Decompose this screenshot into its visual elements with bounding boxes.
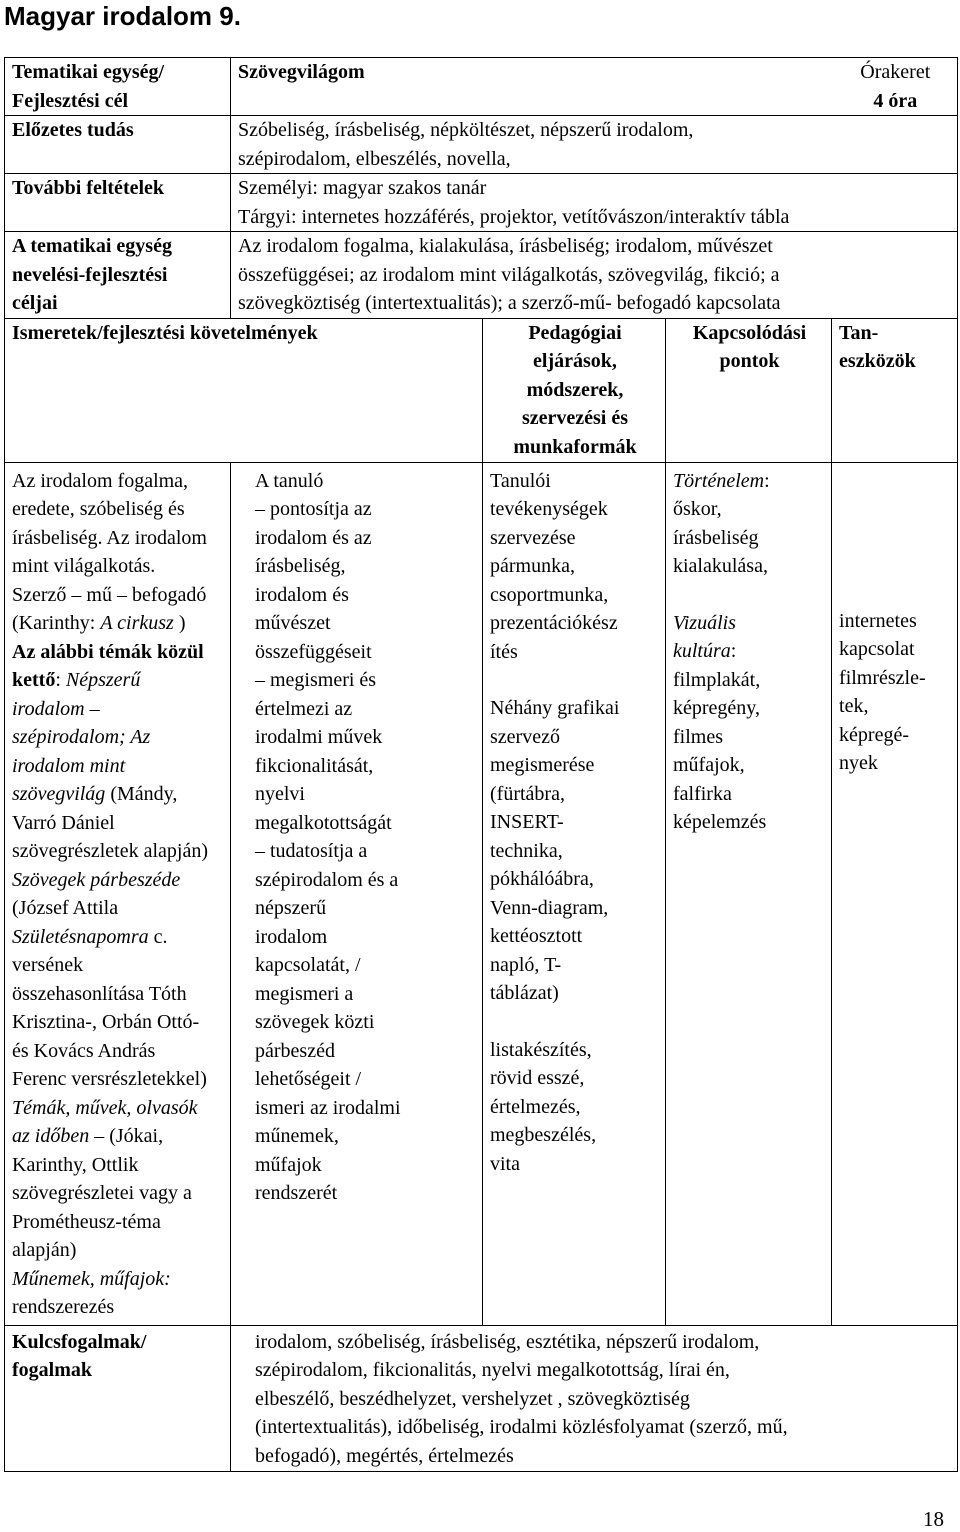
topics-text: ) xyxy=(173,612,186,634)
spacer xyxy=(673,581,826,609)
keywords-line: szépirodalom, fikcionalitás, nyelvi megalkotottság, lírai én, xyxy=(255,1359,730,1381)
requirements-line: A tanuló xyxy=(255,469,324,492)
topics-line: irodalom mint xyxy=(12,754,126,777)
conditions-text xyxy=(231,174,958,232)
methods-header-line: módszerek, xyxy=(526,378,624,401)
keywords-text xyxy=(231,1325,958,1471)
topics-line xyxy=(12,780,225,809)
requirements-line: irodalmi művek xyxy=(255,726,383,748)
conditions-line: Személyi: magyar szakos tanár xyxy=(238,177,487,199)
requirements-line: megismeri a xyxy=(255,982,354,1005)
topics-line: Ferenc versrészletekkel) xyxy=(12,1068,207,1090)
topics-text: – (Jókai, xyxy=(89,1125,164,1147)
topics-line: írásbeliség. Az irodalom xyxy=(12,526,207,549)
methods-line: INSERT- xyxy=(490,811,564,833)
spacer xyxy=(490,666,660,694)
requirements-cell xyxy=(231,462,483,1325)
unit-label-line: Tematikai egység/ xyxy=(12,61,165,83)
topic-title: szövegvilág xyxy=(12,783,106,805)
requirements-line: párbeszéd xyxy=(255,1039,335,1062)
conditions-row xyxy=(5,174,958,232)
methods-line: listakészítés, xyxy=(490,1038,592,1061)
topics-line xyxy=(12,923,225,952)
content-row xyxy=(5,462,958,1325)
requirements-line: – tudatosítja a xyxy=(255,840,368,862)
methods-line: csoportmunka, xyxy=(490,583,609,606)
time-label: Órakeret xyxy=(860,61,931,83)
topics-line: eredete, szóbeliség és xyxy=(12,498,185,520)
methods-header-line: eljárások, xyxy=(533,350,617,372)
topics-line: Szövegek párbeszéde xyxy=(12,868,181,891)
goals-line: összefüggései; az irodalom mint világalkotás, szövegvilág, fikció; a xyxy=(238,263,780,286)
topics-text: c. xyxy=(148,925,168,948)
requirements-line: szövegek közti xyxy=(255,1011,375,1033)
topics-line: (József Attila xyxy=(12,897,119,919)
prior-knowledge-text xyxy=(231,116,958,174)
tools-line: nyek xyxy=(839,752,878,774)
methods-line: Néhány grafikai xyxy=(490,697,620,719)
topics-line: Varró Dániel xyxy=(12,811,115,834)
methods-line: napló, T- xyxy=(490,953,562,976)
connections-text: : xyxy=(764,469,770,492)
topics-text: (Karinthy: xyxy=(12,612,101,634)
topics-line: Műnemek, műfajok: xyxy=(12,1267,171,1290)
requirements-line: fikcionalitását, xyxy=(255,754,374,777)
requirements-line: lehetőségeit / xyxy=(255,1068,362,1090)
work-title: Születésnapomra xyxy=(12,925,149,948)
tools-header-line: eszközök xyxy=(839,350,916,372)
spacer xyxy=(839,579,952,607)
requirements-line: megalkotottságát xyxy=(255,811,392,834)
topics-line: Prométheusz-téma xyxy=(12,1210,161,1233)
methods-line: prezentációkész xyxy=(490,612,618,634)
goals-text xyxy=(231,232,958,319)
methods-header-line: munkaformák xyxy=(513,435,637,458)
connections-line: műfajok, xyxy=(673,754,745,776)
connections-line: filmplakát, xyxy=(673,668,761,691)
methods-line: szervezése xyxy=(490,526,576,549)
requirements-line: – pontosítja az xyxy=(255,498,372,520)
prior-knowledge-row xyxy=(5,116,958,174)
keywords-label-line: Kulcsfogalmak/ xyxy=(12,1330,147,1353)
tools-line: tek, xyxy=(839,695,869,717)
topic-title: Népszerű xyxy=(65,669,141,691)
topic-title: Szövegvilágom xyxy=(238,61,365,83)
tools-cell xyxy=(832,462,958,1325)
topics-line: rendszerezés xyxy=(12,1296,115,1318)
goals-label-line: nevelési-fejlesztési xyxy=(12,263,168,286)
connections-header-line: pontok xyxy=(719,350,780,372)
tools-line: képregé- xyxy=(839,723,909,746)
connections-cell xyxy=(666,462,832,1325)
requirements-line: írásbeliség, xyxy=(255,555,346,577)
topics-line: versének xyxy=(12,954,84,976)
tools-header-line: Tan- xyxy=(839,321,879,344)
keywords-label xyxy=(5,1325,231,1471)
tools-line: filmrészle- xyxy=(839,666,926,689)
topics-line: szépirodalom; Az xyxy=(12,726,151,748)
methods-line: szervező xyxy=(490,725,560,748)
methods-header-line: szervezési és xyxy=(521,407,629,429)
keywords-line: befogadó), megértés, értelmezés xyxy=(255,1444,514,1467)
connections-line xyxy=(673,637,826,666)
methods-line: Venn-diagram, xyxy=(490,896,609,919)
goals-label xyxy=(5,232,231,319)
spacer xyxy=(839,467,952,495)
methods-line: vita xyxy=(490,1152,520,1175)
methods-line: értelmezés, xyxy=(490,1095,581,1118)
methods-line: táblázat) xyxy=(490,982,559,1004)
keywords-line: elbeszélő, beszédhelyzet, vershelyzet , szövegköztiség xyxy=(255,1387,690,1410)
conditions-line: Tárgyi: internetes hozzáférés, projektor, vetítővászon/interaktív tábla xyxy=(238,205,790,228)
methods-header xyxy=(483,318,666,462)
subject-name: kultúra xyxy=(673,640,731,662)
spacer xyxy=(839,523,952,551)
connections-line xyxy=(673,467,826,496)
requirements-line: ismeri az irodalmi xyxy=(255,1096,401,1119)
requirements-line: irodalom és xyxy=(255,583,349,606)
topics-line: Szerző – mű – befogadó xyxy=(12,583,207,606)
topics-line: mint világalkotás. xyxy=(12,555,156,577)
topics-line: Témák, művek, olvasók xyxy=(12,1096,198,1119)
topics-line xyxy=(12,666,225,695)
header-row xyxy=(5,58,958,116)
spacer xyxy=(839,551,952,579)
requirements-line: értelmezi az xyxy=(255,697,353,720)
topics-cell xyxy=(5,462,231,1325)
topics-line: Karinthy, Ottlik xyxy=(12,1153,139,1176)
column-header-row xyxy=(5,318,958,462)
methods-line: ítés xyxy=(490,640,518,663)
goals-label-line: A tematikai egység xyxy=(12,235,172,257)
tools-header xyxy=(832,318,958,462)
keywords-label-line: fogalmak xyxy=(12,1359,92,1381)
methods-line: kettéosztott xyxy=(490,925,583,947)
requirements-line: szépirodalom és a xyxy=(255,868,399,891)
goals-row xyxy=(5,232,958,319)
requirements-line: népszerű xyxy=(255,897,327,919)
requirements-line: műfajok xyxy=(255,1153,322,1176)
topics-line: összehasonlítása Tóth xyxy=(12,982,187,1005)
methods-line: rövid esszé, xyxy=(490,1067,585,1089)
connections-line: kialakulása, xyxy=(673,555,768,577)
topics-line: Az irodalom fogalma, xyxy=(12,469,189,492)
topics-text: (Mándy, xyxy=(105,783,178,805)
requirements-line: – megismeri és xyxy=(255,669,377,691)
methods-line: megismerése xyxy=(490,754,595,776)
methods-line: (fürtábra, xyxy=(490,782,565,805)
requirements-line: irodalom xyxy=(255,925,328,948)
requirements-line: művészet xyxy=(255,612,331,634)
connections-header-line: Kapcsolódási xyxy=(692,321,807,344)
connections-line: őskor, xyxy=(673,498,722,520)
prior-knowledge-line: szépirodalom, elbeszélés, novella, xyxy=(238,147,511,170)
document-title: Magyar irodalom 9. xyxy=(4,1,241,31)
unit-label-line: Fejlesztési cél xyxy=(12,89,129,112)
connections-text: : xyxy=(730,640,737,662)
requirements-line: rendszerét xyxy=(255,1182,338,1204)
methods-header-line: Pedagógiai xyxy=(528,321,622,344)
methods-line: technika, xyxy=(490,839,563,862)
keywords-line: irodalom, szóbeliség, írásbeliség, esztétika, népszerű irodalom, xyxy=(255,1330,760,1353)
methods-line: tevékenységek xyxy=(490,498,608,520)
curriculum-table xyxy=(4,57,958,1472)
topics-line: Krisztina-, Orbán Ottó- xyxy=(12,1011,200,1033)
connections-line: Vizuális xyxy=(673,611,736,634)
topic-title: az időben xyxy=(12,1125,90,1147)
goals-line: Az irodalom fogalma, kialakulása, írásbeliség; irodalom, művészet xyxy=(238,235,773,257)
connections-line: képelemzés xyxy=(673,811,767,833)
page-number: 18 xyxy=(923,1507,944,1531)
connections-line: írásbeliség xyxy=(673,526,759,549)
time-cell xyxy=(832,58,958,116)
connections-line: képregény, xyxy=(673,697,760,719)
keywords-line: (intertextualitás), időbeliség, irodalmi közlésfolyamat (szerző, mű, xyxy=(255,1416,788,1438)
goals-line: szövegköztiség (intertextualitás); a szerző-mű- befogadó kapcsolata xyxy=(238,292,781,314)
topics-line: irodalom – xyxy=(12,697,100,720)
methods-cell xyxy=(483,462,666,1325)
requirements-line: műnemek, xyxy=(255,1125,339,1147)
topics-line: és Kovács András xyxy=(12,1039,156,1062)
topics-text: kettő xyxy=(12,669,56,691)
topics-line: szövegrészletei vagy a xyxy=(12,1182,192,1204)
time-value: 4 óra xyxy=(873,89,918,112)
topics-line: Az alábbi témák közül xyxy=(12,640,204,663)
methods-line: megbeszélés, xyxy=(490,1124,597,1146)
goals-label-line: céljai xyxy=(12,292,58,314)
methods-line: pókhálóábra, xyxy=(490,868,594,890)
topics-text: : xyxy=(55,669,66,691)
tools-line: internetes xyxy=(839,609,917,632)
methods-line: Tanulói xyxy=(490,469,551,492)
topics-line xyxy=(12,609,225,638)
requirements-header: Ismeretek/fejlesztési követelmények xyxy=(5,318,483,462)
connections-line: filmes xyxy=(673,725,723,748)
requirements-line: irodalom és az xyxy=(255,526,372,549)
keywords-row xyxy=(5,1325,958,1471)
conditions-label: További feltételek xyxy=(5,174,231,232)
connections-line: falfirka xyxy=(673,782,732,805)
prior-knowledge-label: Előzetes tudás xyxy=(5,116,231,174)
topics-line: alapján) xyxy=(12,1239,77,1261)
connections-header xyxy=(666,318,832,462)
prior-knowledge-line: Szóbeliség, írásbeliség, népköltészet, népszerű irodalom, xyxy=(238,119,694,141)
work-title: A cirkusz xyxy=(100,612,174,634)
requirements-line: összefüggéseit xyxy=(255,640,372,663)
topic-cell xyxy=(231,58,832,116)
unit-label-cell xyxy=(5,58,231,116)
tools-line: kapcsolat xyxy=(839,638,915,660)
methods-line: pármunka, xyxy=(490,555,575,577)
requirements-line: kapcsolatát, / xyxy=(255,954,361,976)
topics-line xyxy=(12,1122,225,1151)
requirements-line: nyelvi xyxy=(255,783,305,805)
subject-name: Történelem xyxy=(673,469,765,492)
spacer xyxy=(839,495,952,523)
topics-line: szövegrészletek alapján) xyxy=(12,840,209,862)
spacer xyxy=(490,1008,660,1036)
